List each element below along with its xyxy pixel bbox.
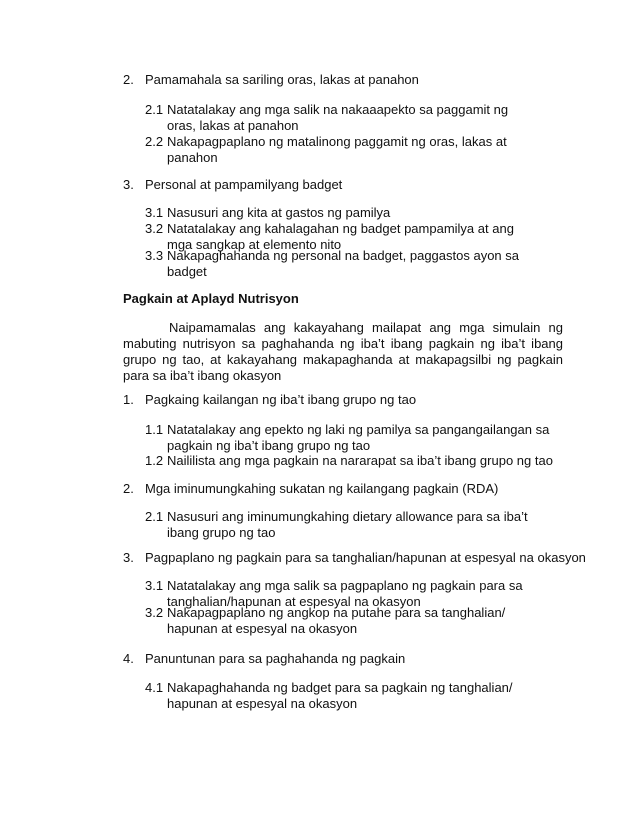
list-item <box>123 651 405 667</box>
sub-text-cont: badget <box>167 264 207 279</box>
list-title: Personal at pampamilyang badget <box>145 177 343 192</box>
sub-text: Nakapagpaplano ng matalinong paggamit ng oras, lakas at <box>167 134 507 149</box>
list-item <box>123 392 416 408</box>
section-heading: Pagkain at Aplayd Nutrisyon <box>123 291 299 306</box>
sub-text-cont: ibang grupo ng tao <box>167 525 276 540</box>
list-item <box>123 550 586 566</box>
sub-list-item <box>145 205 545 221</box>
list-item <box>123 72 419 88</box>
sub-text-cont: hapunan at espesyal na okasyon <box>167 621 358 636</box>
sub-text: Natatalakay ang mga salik sa pagpaplano ng pagkain para sa <box>167 578 523 593</box>
sub-text: Nakapaghahanda ng badget para sa pagkain ng tanghalian/ <box>167 680 513 695</box>
list-number: 2. <box>123 72 134 87</box>
list-number: 3. <box>123 177 134 192</box>
list-title: Pamamahala sa sariling oras, lakas at panahon <box>145 72 419 87</box>
sub-text: Nakapaghahanda ng personal na badget, paggastos ayon sa <box>167 248 520 263</box>
sub-number: 2.1 <box>145 509 164 524</box>
sub-text: Nakapagpaplano ng angkop na putahe para sa tanghalian/ <box>167 605 506 620</box>
sub-text-cont: hapunan at espesyal na okasyon <box>167 696 358 711</box>
sub-number: 3.1 <box>145 578 164 593</box>
list-number: 1. <box>123 392 134 407</box>
sub-number: 2.1 <box>145 102 164 117</box>
sub-list-item <box>145 134 545 166</box>
sub-list-item <box>145 509 545 541</box>
list-title: Pagkaing kailangan ng iba’t ibang grupo ng tao <box>145 392 417 407</box>
sub-number: 3.2 <box>145 221 164 236</box>
sub-list-item <box>145 422 565 454</box>
sub-text: Naililista ang mga pagkain na nararapat sa iba’t ibang grupo ng tao <box>167 453 553 468</box>
list-number: 4. <box>123 651 134 666</box>
sub-number: 3.2 <box>145 605 164 620</box>
list-number: 2. <box>123 481 134 496</box>
sub-text: Natatalakay ang mga salik na nakaaapekto sa paggamit ng <box>167 102 509 117</box>
sub-text-cont: mga sangkap at elemento nito <box>167 237 342 252</box>
sub-text-cont: oras, lakas at panahon <box>167 118 299 133</box>
list-title: Mga iminumungkahing sukatan ng kailangang pagkain (RDA) <box>145 481 499 496</box>
sub-number: 2.2 <box>145 134 164 149</box>
sub-list-item <box>145 453 565 469</box>
sub-number: 4.1 <box>145 680 164 695</box>
description-paragraph <box>123 320 563 384</box>
sub-number: 1.1 <box>145 422 164 437</box>
sub-text: Nasusuri ang iminumungkahing dietary allowance para sa iba’t <box>167 509 528 524</box>
list-item <box>123 177 342 193</box>
sub-number: 1.2 <box>145 453 164 468</box>
sub-text: Natatalakay ang epekto ng laki ng pamilya sa pangangailangan sa <box>167 422 550 437</box>
list-number: 3. <box>123 550 134 565</box>
sub-text-cont: panahon <box>167 150 218 165</box>
sub-list-item <box>145 605 545 637</box>
list-item <box>123 481 498 497</box>
sub-list-item <box>145 680 545 712</box>
sub-text: Nasusuri ang kita at gastos ng pamilya <box>167 205 391 220</box>
sub-list-item <box>145 102 545 134</box>
sub-text: Natatalakay ang kahalagahan ng badget pampamilya at ang <box>167 221 514 236</box>
list-title: Panuntunan para sa paghahanda ng pagkain <box>145 651 406 666</box>
sub-number: 3.3 <box>145 248 164 263</box>
sub-list-item <box>145 248 545 280</box>
list-title: Pagpaplano ng pagkain para sa tanghalian/hapunan at espesyal na okasyon <box>145 550 586 565</box>
sub-text-cont: tanghalian/hapunan at espesyal na okasyon <box>167 594 421 609</box>
paragraph-text: Naipamamalas ang kakayahang mailapat ang mga simulain ng mabuting nutrisyon sa paghahanda ng iba’t ibang pagkain ng iba’t ibang grupo ng tao, at kakayahang makapaghanda at makapagsilbi ng pagkain para sa iba’t ibang okasyon <box>123 320 563 383</box>
sub-text-cont: pagkain ng iba’t ibang grupo ng tao <box>167 438 371 453</box>
sub-number: 3.1 <box>145 205 164 220</box>
